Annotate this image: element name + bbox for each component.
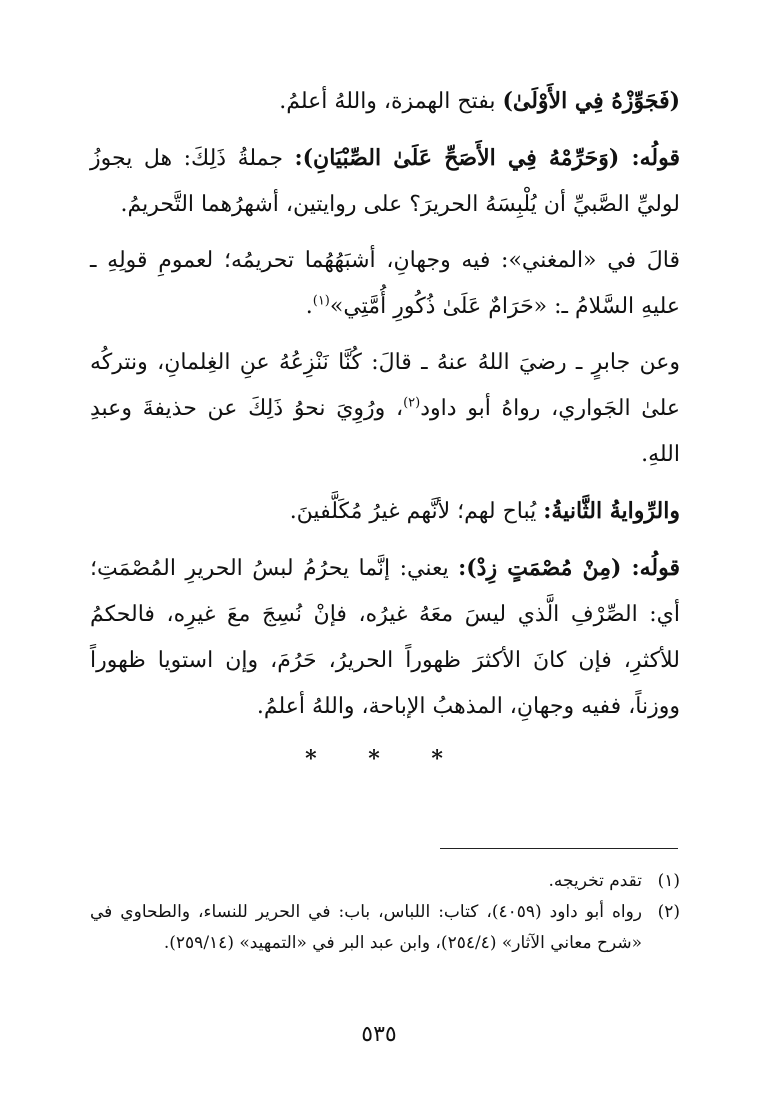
footnotes — [90, 866, 680, 959]
paragraph-text: يُباح لهم؛ لأنَّهم غيرُ مُكَلَّفينَ. — [289, 499, 544, 524]
footnote-ref[interactable]: (٢) — [403, 395, 421, 411]
footnote-number: (١) — [657, 871, 680, 891]
footnote-2 — [90, 897, 680, 959]
footnote-text: تقدم تخريجه. — [548, 871, 642, 891]
paragraph-4 — [90, 340, 680, 478]
paragraph-2 — [90, 135, 680, 228]
quoted-text: قولُه: (مِنْ مُصْمَتٍ زِدْ): — [458, 555, 681, 581]
footnote-divider — [440, 848, 678, 849]
section-lead: والرِّوايةُ الثَّانيةُ: — [543, 498, 680, 524]
section-separator: * * * — [305, 746, 465, 772]
paragraph-text: يعني: إنَّما يحرُمُ لبسُ الحريرِ المُصْمَتِ؛ أي: الصِّرْفِ الَّذي ليسَ معَهُ غيرُه، فإنْ نُسِجَ معَ غيرِه، فالحكمُ للأكثرِ، فإن كانَ الأكثرَ ظهوراً الحريرُ، حَرُمَ، وإن استويا ظهوراً ووزناً، ففيه وجهانِ، المذهبُ الإباحة، واللهُ أعلمُ. — [90, 556, 680, 719]
main-text — [90, 78, 680, 772]
paragraph-text: وعن جابرٍ ـ رضيَ اللهُ عنهُ ـ قالَ: كُنَّا نَنْزِعُهُ عنِ الغِلمانِ، ونتركُه علىٰ الجَواري، رواهُ أبو داود — [90, 350, 681, 421]
footnote-1 — [90, 866, 680, 897]
quoted-text: (فَجَوِّزْهُ فِي الأَوْلَىٰ) — [502, 88, 680, 114]
quoted-text: قولُه: (وَحَرِّمْهُ فِي الأَصَحِّ عَلَىٰ الصِّبْيَانِ): — [294, 145, 680, 171]
paragraph-text: قالَ في «المغني»: فيه وجهانِ، أشبَهُهُما تحريمُه؛ لعمومِ قولِهِ ـ عليهِ السَّلامُ ـ: «حَرَامٌ عَلَىٰ ذُكُورِ أُمَّتِي» — [90, 248, 680, 319]
paragraph-5 — [90, 488, 680, 535]
paragraph-text-cont: ، ورُوِيَ نحوُ ذَلِكَ عن حذيفةَ وعبدِ اللهِ. — [90, 396, 680, 467]
footnote-number: (٢) — [657, 902, 680, 922]
footnote-text: رواه أبو داود (٤٠٥٩)، كتاب: اللباس، باب: في الحرير للنساء، والطحاوي في «شرح معاني الآثار» (٢٥٤/٤)، وابن عبد البر في «التمهيد» (٢٥٩/١٤). — [90, 902, 643, 953]
paragraph-6 — [90, 545, 680, 730]
page-number: ٥٣٥ — [361, 1022, 397, 1047]
paragraph-text: جملةُ ذَلِكَ: هل يجوزُ لوليِّ الصَّبيِّ أن يُلْبِسَهُ الحريرَ؟ على روايتين، أشهرُهما التَّحريمُ. — [90, 146, 680, 217]
paragraph-1 — [90, 78, 680, 125]
footnote-ref[interactable]: (١) — [312, 293, 330, 309]
paragraph-3: قالَ في «المغني»: فيه وجهانِ، أشبَهُهُما تحريمُه؛ لعمومِ قولِهِ ـ عليهِ السَّلامُ ـ: «حَرَامٌ عَلَىٰ ذُكُورِ أُمَّتِي»$^{(١)}$. — [90, 248, 680, 319]
paragraph-text: بفتح الهمزة، واللهُ أعلمُ. — [279, 89, 503, 114]
